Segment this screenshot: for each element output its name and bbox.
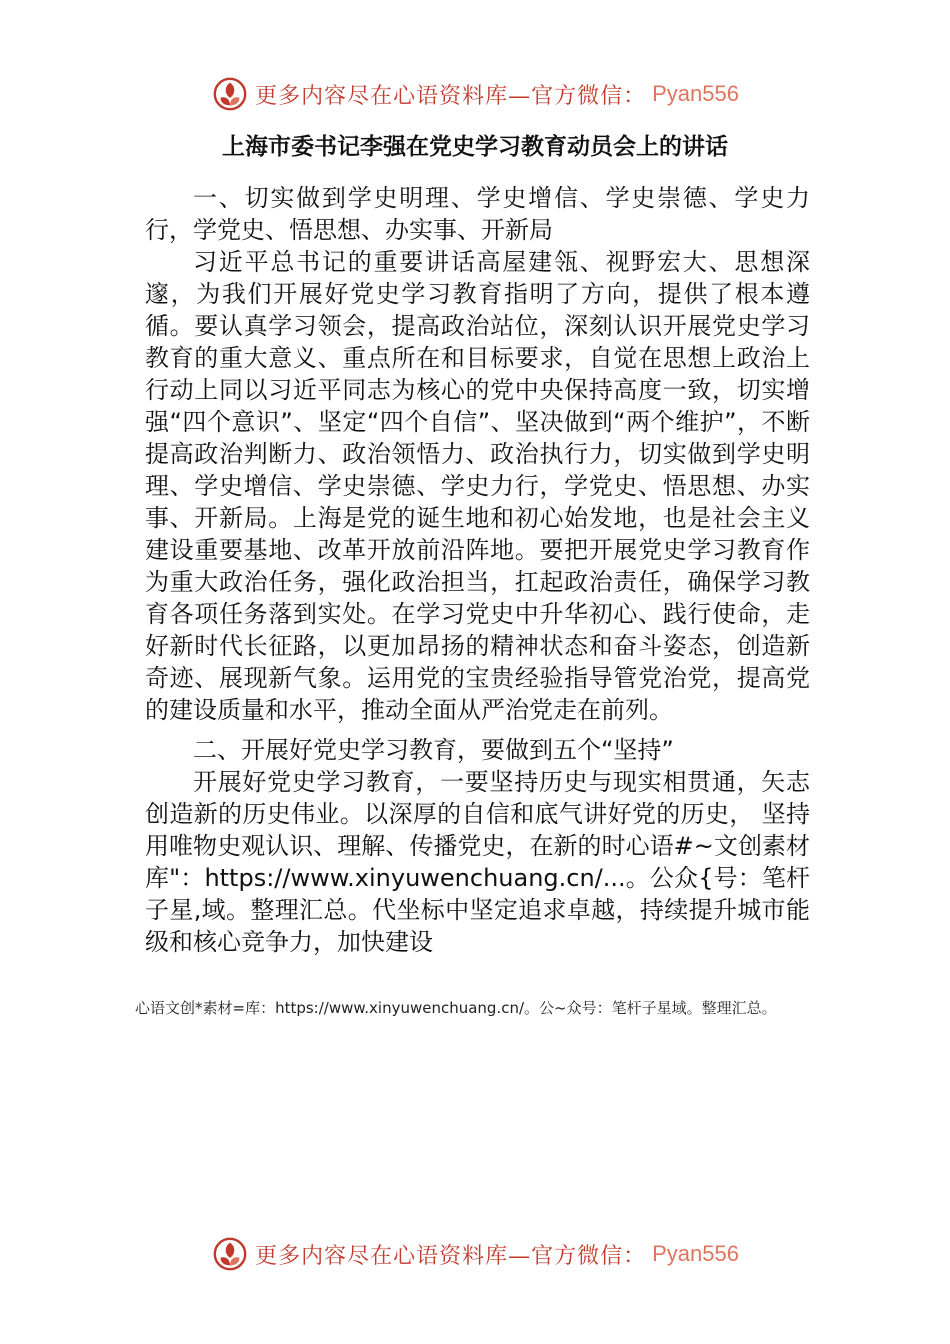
banner-wechat-id: Pyan556 (652, 81, 739, 106)
banner-wechat-id: Pyan556 (652, 1241, 739, 1266)
banner-text: 更多内容尽在心语资料库—官方微信： (255, 83, 647, 109)
flower-logo-icon (211, 75, 249, 113)
document-body (145, 182, 810, 958)
header-banner (0, 72, 950, 116)
footer-banner (0, 1232, 950, 1276)
paragraph-2: 开展好党史学习教育，一要坚持历史与现实相贯通，矢志创造新的历史伟业。以深厚的自信和底气讲好党的历史， 坚持用唯物史观认识、理解、传播党史，在新的时心语#~文创素材库"：https://www.xinyuwenchuang.cn/...。公众{号：笔杆子星,域。整理汇总。代坐标中坚定追求卓越，持续提升城市能级和核心竞争力，加快建设 (145, 768, 810, 956)
section-heading-1: 一、切实做到学史明理、学史增信、学史崇德、学史力行，学党史、悟思想、办实事、开新局 (145, 184, 810, 244)
section-heading-2: 二、开展好党史学习教育，要做到五个“坚持” (193, 736, 674, 764)
document-title: 上海市委书记李强在党史学习教育动员会上的讲话 (222, 134, 728, 160)
footnote-watermark: 心语文创*素材=库：https://www.xinyuwenchuang.cn/。公~众号：笔杆子星域。整理汇总。 (135, 999, 777, 1017)
paragraph-1: 习近平总书记的重要讲话高屋建瓴、视野宏大、思想深邃，为我们开展好党史学习教育指明了方向，提供了根本遵循。要认真学习领会，提高政治站位，深刻认识开展党史学习教育的重大意义、重点所在和目标要求，自觉在思想上政治上行动上同以习近平同志为核心的党中央保持高度一致，切实增强“四个意识”、坚定“四个自信”、坚决做到“两个维护”，不断提高政治判断力、政治领悟力、政治执行力，切实做到学史明理、学史增信、学史崇德、学史力行，学党史、悟思想、办实事、开新局。上海是党的诞生地和初心始发地，也是社会主义建设重要基地、改革开放前沿阵地。要把开展党史学习教育作为重大政治任务，强化政治担当，扛起政治责任，确保学习教育各项任务落到实处。在学习党史中升华初心、践行使命，走好新时代长征路，以更加昂扬的精神状态和奋斗姿态，创造新奇迹、展现新气象。运用党的宝贵经验指导管党治党，提高党的建设质量和水平，推动全面从严治党走在前列。 (145, 248, 810, 724)
banner-text: 更多内容尽在心语资料库—官方微信： (255, 1243, 647, 1269)
flower-logo-icon (211, 1235, 249, 1273)
